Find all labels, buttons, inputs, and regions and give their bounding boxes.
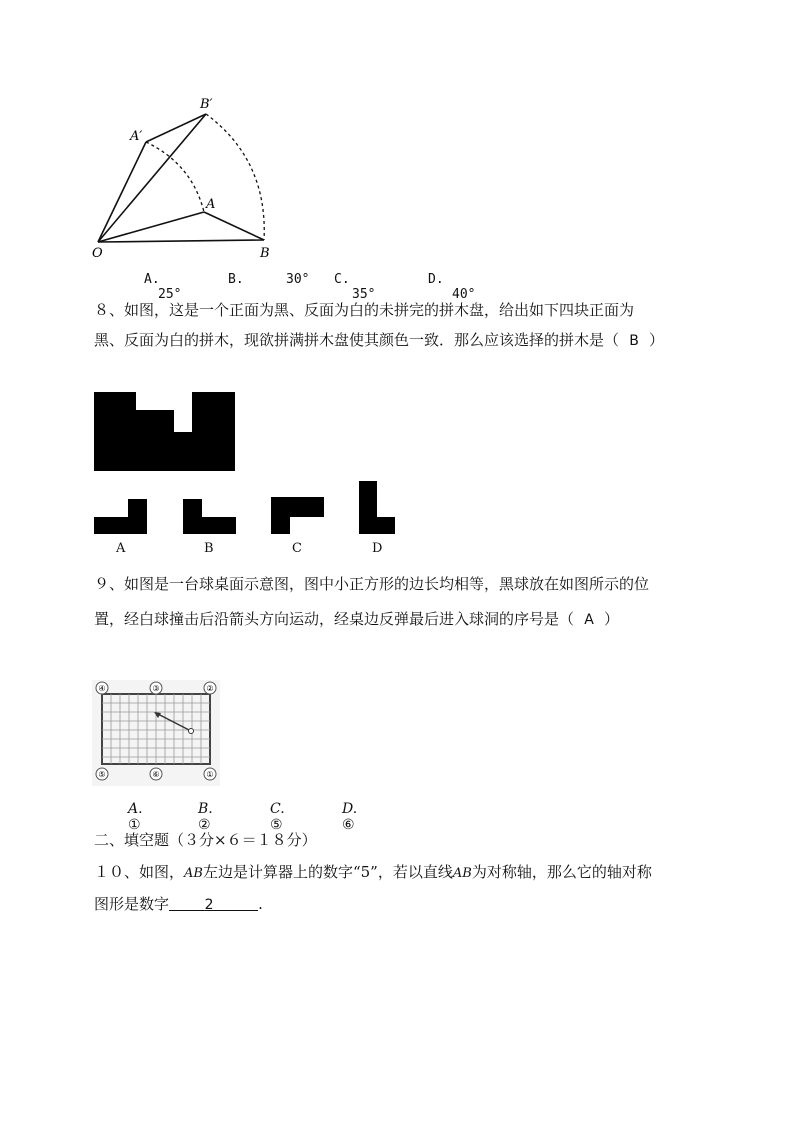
pocket-3: ③ xyxy=(152,684,160,693)
q7-option-d[interactable]: D. 40° xyxy=(428,272,476,302)
piece-label-b: B xyxy=(204,541,214,556)
piece-d xyxy=(359,481,397,535)
piece-label-d: D xyxy=(372,541,383,556)
q7-option-b-value: 30° xyxy=(286,272,310,287)
pocket-1: ① xyxy=(206,770,214,779)
segment-ob xyxy=(98,240,264,242)
segment-oa-prime xyxy=(98,142,146,242)
pocket-2: ② xyxy=(206,684,214,693)
q7-option-c[interactable]: C. 35° xyxy=(334,272,376,302)
ball xyxy=(189,729,194,734)
label-a: A xyxy=(206,197,216,212)
pocket-5: ⑤ xyxy=(98,770,106,779)
pocket-6: ⑥ xyxy=(152,770,160,779)
piece-a xyxy=(94,499,148,535)
label-b: B xyxy=(260,246,270,261)
q8-answer: B xyxy=(629,333,639,349)
q8-line2: 黑、反面为白的拼木，现欲拼满拼木盘使其颜色一致．那么应该选择的拼木是（ B ） xyxy=(94,331,665,349)
q10-answer-blank[interactable] xyxy=(169,897,258,913)
q9-option-a[interactable]: A. ① xyxy=(128,801,143,833)
rotation-figure xyxy=(88,92,288,264)
pocket-4: ④ xyxy=(98,684,106,693)
piece-label-c: C xyxy=(292,541,302,556)
q9-answer: A xyxy=(584,612,594,628)
segment-ab xyxy=(204,212,264,240)
q7-option-a[interactable]: A. 25° xyxy=(144,272,182,302)
q8-line1: ８、如图，这是一个正面为黑、反面为白的未拼完的拼木盘，给出如下四块正面为 xyxy=(94,301,635,319)
q10-answer: 2 xyxy=(204,897,214,913)
section-heading: 二、填空题（３分×６＝１８分） xyxy=(94,831,317,849)
segment-a-prime-b-prime xyxy=(146,114,206,142)
q10-line1: １０、如图，AB左边是计算器上的数字“5”，若以直线AB为对称轴，那么它的轴对称 xyxy=(94,863,652,881)
segment-ob-prime xyxy=(98,114,206,242)
billiard-table xyxy=(92,680,220,786)
piece-label-a: A xyxy=(116,541,126,556)
q9-option-c[interactable]: C. ⑤ xyxy=(270,801,285,833)
piece-c xyxy=(271,497,325,535)
piece-b xyxy=(183,499,237,535)
q9-option-b[interactable]: B. ② xyxy=(198,801,213,833)
puzzle-board xyxy=(94,392,236,472)
q9-line2: 置，经白球撞击后沿箭头方向运动，经桌边反弹最后进入球洞的序号是（ A ） xyxy=(94,610,620,628)
segment-oa xyxy=(98,212,204,242)
q7-option-b[interactable]: B. xyxy=(228,272,244,287)
label-a-prime: A′ xyxy=(130,129,143,144)
label-o: O xyxy=(92,246,103,261)
label-b-prime: B′ xyxy=(200,97,213,112)
arc-a xyxy=(146,142,204,212)
q10-line2: 图形是数字 2 . xyxy=(94,895,263,913)
q9-option-d[interactable]: D. ⑥ xyxy=(342,801,358,833)
q9-line1: ９、如图是一台球桌面示意图，图中小正方形的边长均相等，黑球放在如图所示的位 xyxy=(94,575,650,593)
arc-b xyxy=(206,114,264,240)
